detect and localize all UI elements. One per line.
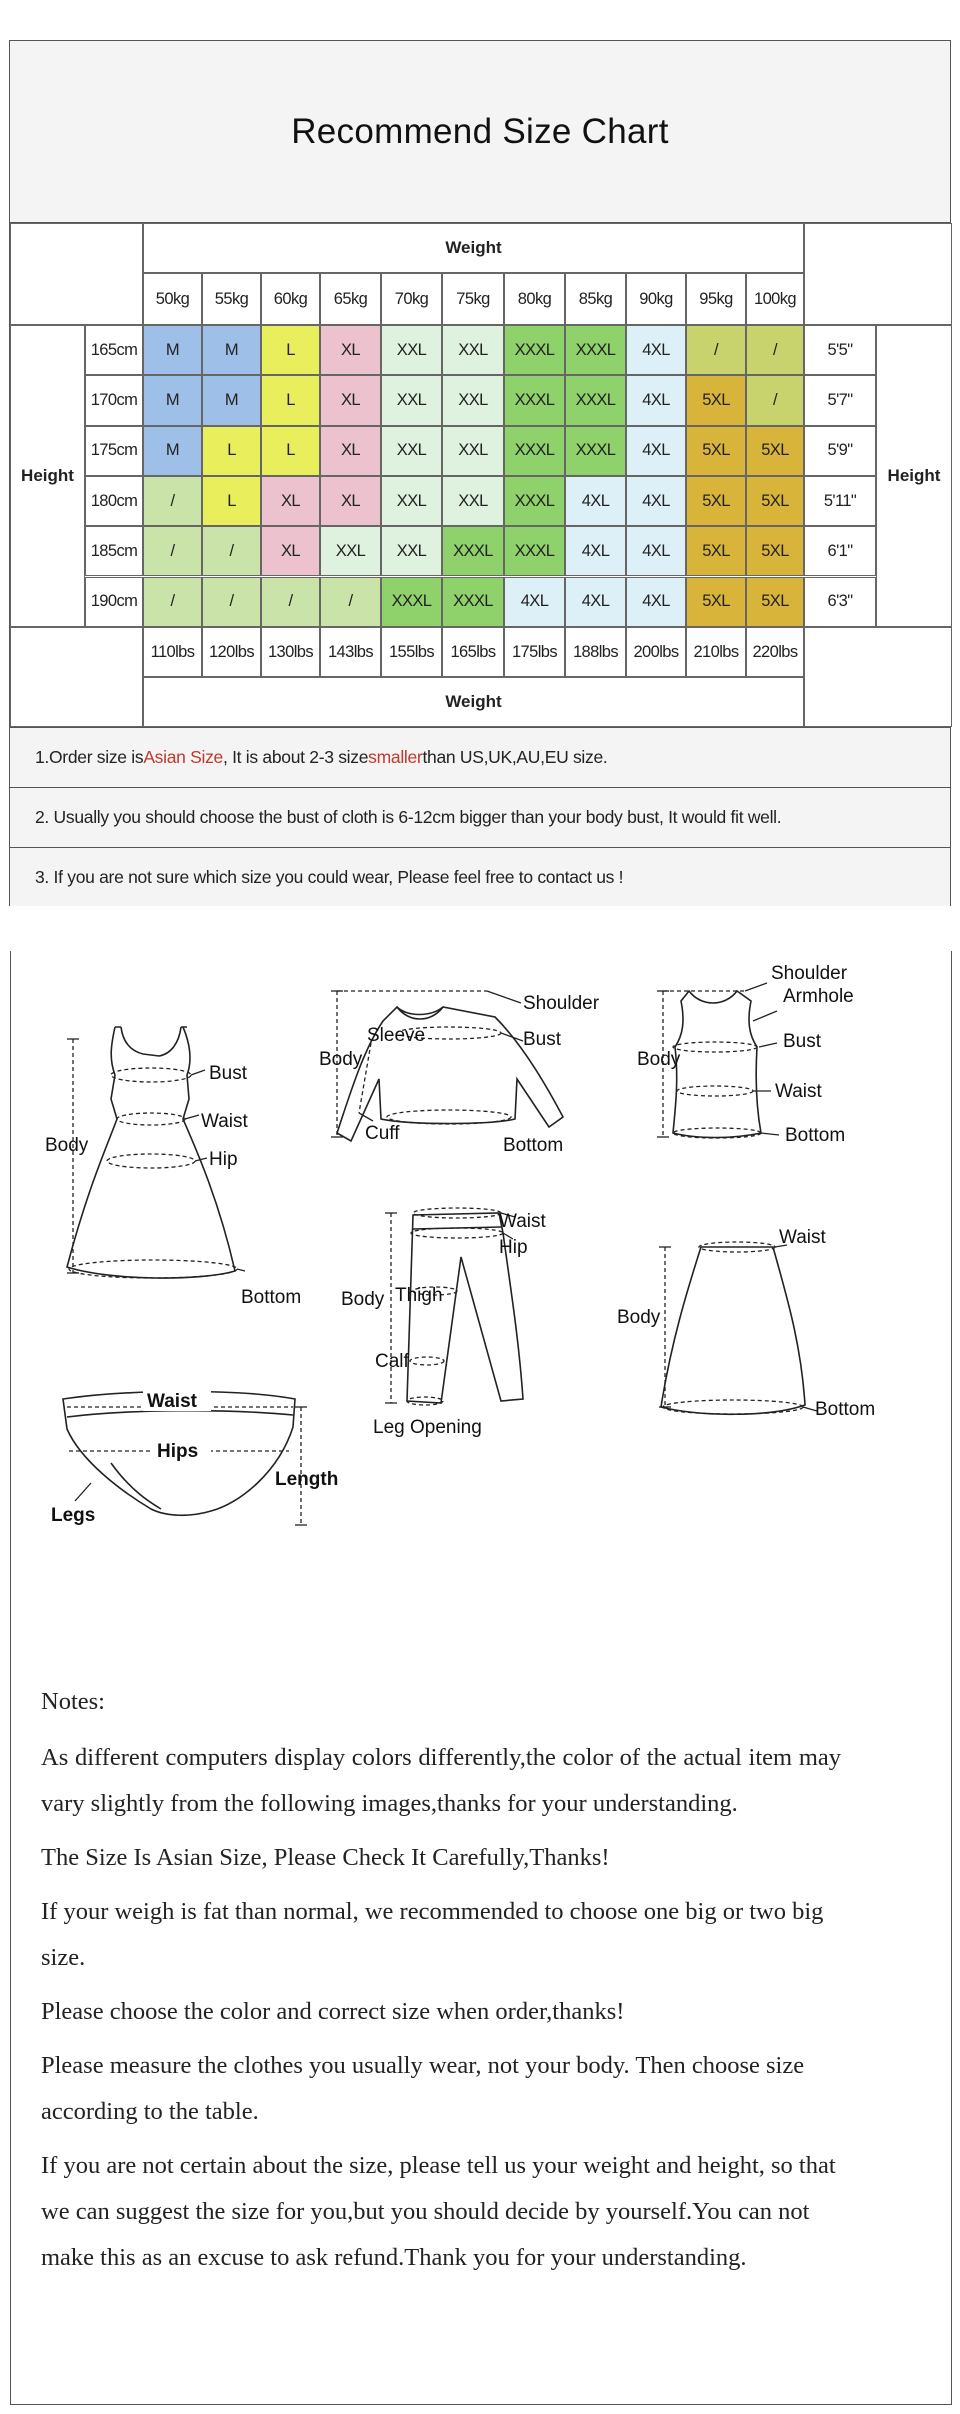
size-cell: / xyxy=(143,476,202,526)
height-cm-1: 170cm xyxy=(85,375,143,425)
size-cell: XXL xyxy=(381,526,442,576)
tank-top-diagram xyxy=(637,963,854,1146)
height-cm-5: 190cm xyxy=(85,577,143,627)
size-cell: 5XL xyxy=(746,577,804,627)
size-cell: 4XL xyxy=(626,375,686,425)
size-cell: XL xyxy=(261,476,320,526)
size-cell: 4XL xyxy=(626,526,686,576)
brief-diagram xyxy=(51,1389,338,1526)
size-cell: XXXL xyxy=(565,325,626,375)
brief-hips-label: Hips xyxy=(157,1441,199,1462)
kg-header-8: 90kg xyxy=(626,273,686,325)
notes-section xyxy=(41,1679,841,2289)
height-cm-3: 180cm xyxy=(85,476,143,526)
size-cell: L xyxy=(261,426,320,476)
size-cell: 5XL xyxy=(686,426,746,476)
size-cell: 4XL xyxy=(626,426,686,476)
size-cell: L xyxy=(261,325,320,375)
note-choose-color: Please choose the color and correct size when order,thanks! xyxy=(41,1998,625,2025)
size-cell: 5XL xyxy=(746,426,804,476)
note-2-text: 2. Usually you should choose the bust of cloth is 6-12cm bigger than your body bust, It would fit well. xyxy=(35,807,782,827)
size-chart xyxy=(9,40,951,906)
size-cell: XL xyxy=(320,375,381,425)
height-cm-4: 185cm xyxy=(85,526,143,576)
size-cell: 5XL xyxy=(686,577,746,627)
skirt-waist-label: Waist xyxy=(779,1227,826,1248)
size-cell: / xyxy=(746,325,804,375)
lbs-header-3: 143lbs xyxy=(320,627,381,677)
tank-body-label: Body xyxy=(637,1049,681,1070)
size-cell: XXXL xyxy=(504,325,565,375)
size-cell: 4XL xyxy=(626,577,686,627)
lbs-header-9: 210lbs xyxy=(686,627,746,677)
size-cell: XXXL xyxy=(504,526,565,576)
size-cell: 5XL xyxy=(746,476,804,526)
pants-leg-opening-label: Leg Opening xyxy=(373,1417,482,1438)
sweater-diagram xyxy=(319,991,600,1156)
tank-bust-label: Bust xyxy=(783,1031,822,1052)
kg-header-1: 55kg xyxy=(202,273,261,325)
sweater-cuff-label: Cuff xyxy=(365,1123,400,1144)
size-cell: / xyxy=(202,526,261,576)
note-bigger-size: If your weigh is fat than normal, we recommended to choose one big or two big size. xyxy=(41,1898,824,1971)
dress-hip-label: Hip xyxy=(209,1149,238,1170)
dress-body-label: Body xyxy=(45,1135,89,1156)
height-ft-0: 5'5" xyxy=(804,325,876,375)
note-1-mid: , It is about 2-3 size xyxy=(223,747,369,767)
lbs-header-8: 200lbs xyxy=(626,627,686,677)
measurement-guide xyxy=(10,951,952,2405)
size-cell: XXXL xyxy=(504,476,565,526)
size-cell: XXL xyxy=(442,476,504,526)
chart-note-3 xyxy=(10,847,950,906)
dress-waist-label: Waist xyxy=(201,1111,248,1132)
note-1-post: than US,UK,AU,EU size. xyxy=(422,747,608,767)
pants-waist-label: Waist xyxy=(499,1211,546,1232)
size-cell: XXXL xyxy=(504,426,565,476)
size-cell: XXL xyxy=(442,375,504,425)
note-colors: As different computers display colors differently,the color of the actual item may vary slightly from the following images,thanks for your understanding. xyxy=(41,1744,841,1817)
size-cell: / xyxy=(746,375,804,425)
size-cell: L xyxy=(261,375,320,425)
lbs-header-5: 165lbs xyxy=(442,627,504,677)
brief-waist-label: Waist xyxy=(147,1391,197,1412)
chart-title: Recommend Size Chart xyxy=(291,111,669,151)
size-cell: XXL xyxy=(381,476,442,526)
skirt-diagram xyxy=(617,1227,875,1420)
size-cell: / xyxy=(261,577,320,627)
size-cell: XL xyxy=(320,426,381,476)
weight-header-bottom: Weight xyxy=(143,677,804,727)
brief-length-label: Length xyxy=(275,1469,339,1490)
height-label-left: Height xyxy=(10,325,85,627)
tank-waist-label: Waist xyxy=(775,1081,822,1102)
size-cell: M xyxy=(143,325,202,375)
pants-thigh-label: Thigh xyxy=(395,1285,443,1306)
kg-header-0: 50kg xyxy=(143,273,202,325)
dress-bottom-label: Bottom xyxy=(241,1287,302,1308)
kg-header-9: 95kg xyxy=(686,273,746,325)
size-cell: 4XL xyxy=(626,476,686,526)
size-cell: XXL xyxy=(381,426,442,476)
skirt-body-label: Body xyxy=(617,1307,661,1328)
height-ft-4: 6'1" xyxy=(804,526,876,576)
height-ft-3: 5'11" xyxy=(804,476,876,526)
sweater-sleeve-label: Sleeve xyxy=(367,1025,426,1046)
pants-body-label: Body xyxy=(341,1289,385,1310)
size-cell: XXXL xyxy=(504,375,565,425)
lbs-header-10: 220lbs xyxy=(746,627,804,677)
note-measure-clothes: Please measure the clothes you usually wear, not your body. Then choose size according to the table. xyxy=(41,2052,805,2125)
size-cell: / xyxy=(320,577,381,627)
size-cell: M xyxy=(143,375,202,425)
kg-header-3: 65kg xyxy=(320,273,381,325)
size-cell: M xyxy=(202,325,261,375)
note-1-pre: 1.Order size is xyxy=(35,747,144,767)
height-label-right: Height xyxy=(876,325,952,627)
tank-shoulder-label: Shoulder xyxy=(771,963,848,984)
size-cell: 5XL xyxy=(686,476,746,526)
size-cell: XXL xyxy=(381,375,442,425)
size-cell: XXL xyxy=(381,325,442,375)
size-cell: XXL xyxy=(442,325,504,375)
sweater-shoulder-label: Shoulder xyxy=(523,993,600,1014)
sweater-body-label: Body xyxy=(319,1049,363,1070)
height-cm-0: 165cm xyxy=(85,325,143,375)
size-cell: 4XL xyxy=(626,325,686,375)
size-cell: 4XL xyxy=(565,476,626,526)
kg-header-4: 70kg xyxy=(381,273,442,325)
pants-diagram xyxy=(341,1208,547,1438)
kg-header-5: 75kg xyxy=(442,273,504,325)
size-cell: 5XL xyxy=(746,526,804,576)
size-cell: XXXL xyxy=(442,577,504,627)
pants-hip-label: Hip xyxy=(499,1237,528,1258)
size-cell: 4XL xyxy=(504,577,565,627)
size-cell: / xyxy=(143,526,202,576)
size-cell: M xyxy=(143,426,202,476)
size-cell: L xyxy=(202,426,261,476)
size-cell: M xyxy=(202,375,261,425)
height-ft-1: 5'7" xyxy=(804,375,876,425)
corner-top-right xyxy=(804,223,952,325)
note-asian-size: The Size Is Asian Size, Please Check It Carefully,Thanks! xyxy=(41,1844,610,1871)
kg-header-2: 60kg xyxy=(261,273,320,325)
tank-armhole-label: Armhole xyxy=(783,986,854,1007)
weight-header-top: Weight xyxy=(143,223,804,273)
size-cell: / xyxy=(143,577,202,627)
lbs-header-0: 110lbs xyxy=(143,627,202,677)
lbs-header-2: 130lbs xyxy=(261,627,320,677)
pants-calf-label: Calf xyxy=(375,1351,409,1372)
skirt-bottom-label: Bottom xyxy=(815,1399,876,1420)
corner-bottom-right xyxy=(804,627,952,727)
size-cell: XL xyxy=(320,476,381,526)
garment-diagrams xyxy=(11,951,953,1591)
brief-legs-label: Legs xyxy=(51,1505,96,1526)
corner-bottom-left xyxy=(10,627,143,727)
lbs-header-1: 120lbs xyxy=(202,627,261,677)
size-cell: XXXL xyxy=(565,375,626,425)
note-3-text: 3. If you are not sure which size you could wear, Please feel free to contact us ! xyxy=(35,866,624,887)
size-cell: XXXL xyxy=(381,577,442,627)
tank-bottom-label: Bottom xyxy=(785,1125,846,1146)
size-cell: L xyxy=(202,476,261,526)
size-cell: XL xyxy=(320,325,381,375)
size-cell: 4XL xyxy=(565,526,626,576)
kg-header-10: 100kg xyxy=(746,273,804,325)
size-cell: 4XL xyxy=(565,577,626,627)
corner-top-left xyxy=(10,223,143,325)
height-ft-5: 6'3" xyxy=(804,577,876,627)
notes-heading: Notes: xyxy=(41,1688,105,1715)
note-uncertain-size: If you are not certain about the size, please tell us your weight and height, so that we can suggest the size for you,but you should decide by yourself.You can not make this as an excuse to ask refund.Thank you for your understanding. xyxy=(41,2152,836,2271)
dress-bust-label: Bust xyxy=(209,1063,248,1084)
kg-header-6: 80kg xyxy=(504,273,565,325)
lbs-header-6: 175lbs xyxy=(504,627,565,677)
size-cell: XXL xyxy=(320,526,381,576)
size-cell: XXXL xyxy=(442,526,504,576)
dress-diagram xyxy=(45,1027,301,1308)
size-cell: XXXL xyxy=(565,426,626,476)
lbs-header-4: 155lbs xyxy=(381,627,442,677)
size-cell: 5XL xyxy=(686,526,746,576)
size-cell: / xyxy=(202,577,261,627)
size-cell: XL xyxy=(261,526,320,576)
note-1-highlight-smaller: smaller xyxy=(368,747,423,767)
lbs-header-7: 188lbs xyxy=(565,627,626,677)
size-cell: 5XL xyxy=(686,375,746,425)
note-1-highlight-asian-size: Asian Size xyxy=(143,747,223,767)
size-cell: XXL xyxy=(442,426,504,476)
height-cm-2: 175cm xyxy=(85,426,143,476)
height-ft-2: 5'9" xyxy=(804,426,876,476)
size-cell: / xyxy=(686,325,746,375)
sweater-bottom-label: Bottom xyxy=(503,1135,564,1156)
chart-note-1 xyxy=(10,727,950,787)
kg-header-7: 85kg xyxy=(565,273,626,325)
chart-note-2 xyxy=(10,787,950,847)
sweater-bust-label: Bust xyxy=(523,1029,562,1050)
